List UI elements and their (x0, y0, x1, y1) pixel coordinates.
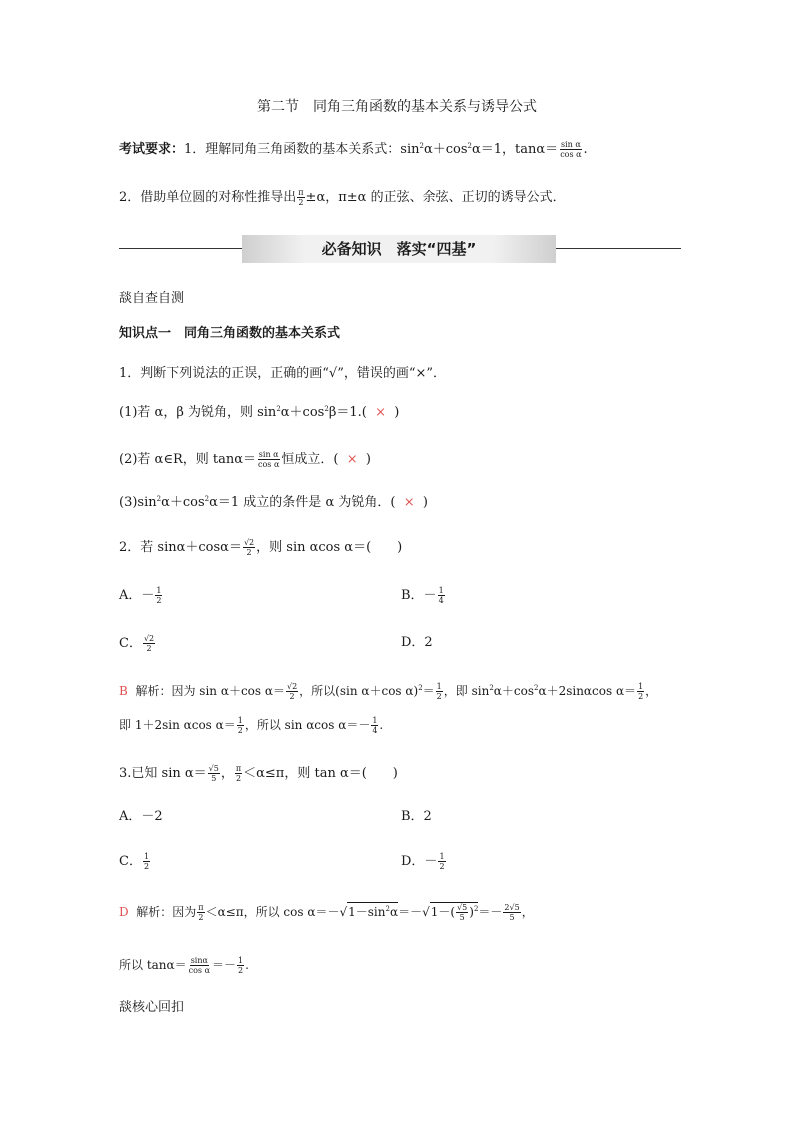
question-3-option-d: D．－ $\frac{1}{2}$ (401, 852, 445, 871)
fraction: $\frac{\text{sin α}}{\text{cos α}}$ (560, 140, 582, 159)
question-2-option-a: A．－ $\frac{1}{2}$ (119, 586, 162, 605)
square-root: $1-\sin^2\alpha$ (347, 902, 398, 921)
question-2-option-c: C． $\frac{√2}{2}$ (119, 634, 155, 653)
question-2-stem: 2．若 sinα＋cosα＝ $\frac{√2}{2}$ ，则 sin αcos α＝( ) (119, 538, 403, 557)
square-root: 1－( $\frac{√5}{5}$ )$^2$ (430, 903, 479, 922)
fraction: $\frac{\pi}{2}$ (298, 188, 304, 207)
question-1a: (1)若 α，β 为锐角，则 $\sin^2\alpha+\cos^2\beta=1$.( × ) (119, 405, 400, 420)
banner-title: 必备知识 落实“四基” (242, 235, 556, 263)
question-2-option-d: D．2 (401, 635, 433, 650)
question-3-solution-line-2: 所以 tanα＝ $\frac{\sin\alpha}{\text{cos α}}$ ＝－ $\frac{1}{2}$ . (119, 956, 249, 975)
requirement-label: 考试要求： (119, 142, 185, 157)
section-heading-self-check: 舕自查自测 (119, 291, 185, 306)
wrong-mark: × (403, 495, 415, 510)
answer-letter: D (119, 905, 129, 919)
fraction: $\frac{√2}{2}$ (243, 538, 255, 557)
question-2-solution-line-2: 即 1＋2sin αcos α＝ $\frac{1}{2}$ ，所以 sin αcos α＝－ $\frac{1}{4}$ . (119, 716, 384, 735)
requirement-2: 2．借助单位圆的对称性推导出 $\frac{\pi}{2}$ ±α，π±α 的正弦、余弦、正切的诱导公式． (119, 188, 566, 207)
page-title: 第二节 同角三角函数的基本关系与诱导公式 (257, 99, 537, 115)
question-1b: (2)若 α∈R，则 tanα＝ $\frac{\text{sin α}}{\text{cos α}}$ 恒成立．( × ) (119, 450, 371, 469)
question-3-solution-line-1: D 解析：因为 $\frac{\pi}{2}$ ＜α≤π，所以 $\cos \alpha=-√1-\sin^2\alpha=-√1-$( $\frac{√5}{5}$ )$^2$＝－ $\frac{2√5}{5}$ ， (119, 903, 534, 922)
question-3-option-a: A．－2 (119, 809, 163, 824)
divider-left (119, 248, 242, 249)
question-1c: $(3)\sin^2\alpha+\cos^2\alpha=1$ 成立的条件是 α 为锐角．( × ) (119, 495, 428, 510)
requirement-1: 考试要求：1．理解同角三角函数的基本关系式：$\sin^2\alpha+\cos^2\alpha=1$，tanα＝ $\frac{\text{sin α}}{\text{cos α}}$ . (119, 140, 588, 159)
divider-right (556, 248, 681, 249)
question-3-stem: 3.已知 sin α＝ $\frac{√5}{5}$ ， $\frac{\pi}{2}$ ＜α≤π，则 tan α＝( ) (119, 764, 398, 783)
section-banner (119, 235, 681, 263)
wrong-mark: × (375, 405, 386, 420)
question-3-option-b: B．2 (401, 809, 432, 824)
knowledge-point-heading: 知识点一 同角三角函数的基本关系式 (119, 326, 341, 341)
question-2-option-b: B．－ $\frac{1}{4}$ (401, 586, 444, 605)
question-2-solution-line-1: B 解析：因为 sin α＋cos α＝ $\frac{√2}{2}$ ，所以(sin α＋cos α)$^2$＝ $\frac{1}{2}$ ，即 $\sin^2\alpha+\cos^2\alpha+2\sin\alpha\cos$ α＝ $\frac{1}{2}$ ， (119, 682, 658, 701)
question-3-option-c: C． $\frac{1}{2}$ (119, 852, 150, 871)
fraction: $\frac{\text{sin α}}{\text{cos α}}$ (258, 450, 280, 469)
wrong-mark: × (346, 452, 358, 467)
section-heading-core-review: 舕核心回扣 (119, 1000, 185, 1015)
answer-letter: B (119, 684, 128, 698)
question-1-stem: 1．判断下列说法的正误，正确的画“√”，错误的画“×”． (119, 366, 447, 381)
